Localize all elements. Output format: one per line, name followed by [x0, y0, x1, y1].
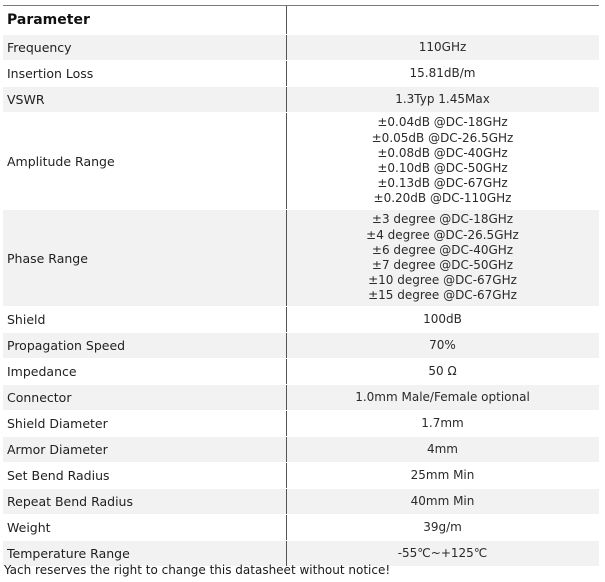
table-body — [3, 35, 599, 567]
column-divider — [286, 385, 287, 410]
column-divider — [286, 489, 287, 514]
parameter-name: Temperature Range — [7, 546, 130, 561]
column-divider — [286, 333, 287, 358]
value-line: 110GHz — [418, 39, 467, 54]
value-line: ±0.05dB @DC-26.5GHz — [371, 130, 514, 145]
parameter-value — [286, 411, 599, 436]
parameter-name: Shield — [7, 312, 46, 327]
parameter-name: Phase Range — [7, 250, 88, 266]
parameter-name: Repeat Bend Radius — [7, 494, 133, 509]
column-divider — [286, 210, 287, 306]
value-line: ±0.13dB @DC-67GHz — [377, 176, 508, 191]
value-line: ±10 degree @DC-67GHz — [368, 273, 517, 288]
value-line: 39g/m — [423, 519, 462, 534]
table-row — [3, 35, 599, 61]
value-line: 70% — [429, 337, 456, 352]
table-header-parameter: Parameter — [7, 12, 90, 28]
column-divider — [286, 61, 287, 86]
parameter-value — [286, 463, 599, 488]
parameter-name: VSWR — [7, 92, 45, 107]
column-divider — [286, 411, 287, 436]
table-row — [3, 61, 599, 87]
table-row — [3, 113, 599, 210]
column-divider — [286, 307, 287, 332]
value-line: ±0.08dB @DC-40GHz — [377, 145, 508, 160]
value-line: ±0.04dB @DC-18GHz — [377, 115, 508, 130]
column-divider — [286, 515, 287, 540]
parameter-name: Weight — [7, 520, 51, 535]
value-line: 1.0mm Male/Female optional — [355, 389, 530, 404]
parameter-name: Shield Diameter — [7, 416, 108, 431]
value-line: 4mm — [426, 441, 458, 456]
table-row — [3, 87, 599, 113]
value-line: 1.3Typ 1.45Max — [395, 91, 490, 106]
value-line: 25mm Min — [410, 467, 475, 482]
table-header-value — [286, 6, 599, 34]
value-line: ±3 degree @DC-18GHz — [371, 212, 514, 227]
table-row — [3, 489, 599, 515]
table-row — [3, 210, 599, 307]
value-line: -55℃~+125℃ — [397, 545, 488, 560]
value-line: 100dB — [423, 311, 462, 326]
table-row — [3, 307, 599, 333]
parameter-name: Armor Diameter — [7, 442, 108, 457]
parameter-name: Connector — [7, 390, 72, 405]
table-row — [3, 385, 599, 411]
value-line: ±7 degree @DC-50GHz — [371, 258, 514, 272]
parameter-name: Frequency — [7, 40, 72, 55]
value-line: ±0.20dB @DC-110GHz — [373, 191, 512, 206]
parameter-name: Set Bend Radius — [7, 468, 110, 483]
parameter-value — [286, 385, 599, 410]
table-row — [3, 359, 599, 385]
table-header-row — [3, 6, 599, 35]
value-line: 1.7mm — [421, 415, 464, 430]
value-line: ±15 degree @DC-67GHz — [368, 288, 517, 303]
column-divider — [286, 359, 287, 384]
parameter-name: Insertion Loss — [7, 66, 94, 81]
table-row — [3, 411, 599, 437]
value-line: 50 Ω — [428, 363, 457, 378]
parameter-value — [286, 489, 599, 514]
column-divider — [286, 463, 287, 488]
value-line: 15.81dB/m — [409, 65, 476, 80]
parameter-name: Amplitude Range — [7, 153, 115, 169]
column-divider — [286, 437, 287, 462]
parameter-value — [286, 35, 599, 60]
parameter-value — [286, 113, 599, 209]
column-divider — [286, 113, 287, 209]
datasheet-table — [3, 5, 599, 567]
parameter-value — [286, 210, 599, 306]
column-divider — [286, 6, 287, 34]
parameter-name: Propagation Speed — [7, 338, 126, 353]
column-divider — [286, 87, 287, 112]
value-line: ±6 degree @DC-40GHz — [371, 242, 514, 257]
parameter-value — [286, 61, 599, 86]
table-row — [3, 333, 599, 359]
column-divider — [286, 35, 287, 60]
parameter-value — [286, 87, 599, 112]
table-row — [3, 515, 599, 541]
value-line: ±0.10dB @DC-50GHz — [377, 161, 508, 175]
parameter-value — [286, 515, 599, 540]
parameter-value — [286, 333, 599, 358]
parameter-value — [286, 307, 599, 332]
table-row — [3, 463, 599, 489]
parameter-value — [286, 437, 599, 462]
value-line: ±4 degree @DC-26.5GHz — [366, 227, 519, 242]
table-row — [3, 437, 599, 463]
disclaimer-note: Yach reserves the right to change this datasheet without notice! — [4, 563, 391, 577]
parameter-value — [286, 359, 599, 384]
value-line: 40mm Min — [410, 493, 475, 508]
parameter-name: Impedance — [7, 364, 77, 379]
